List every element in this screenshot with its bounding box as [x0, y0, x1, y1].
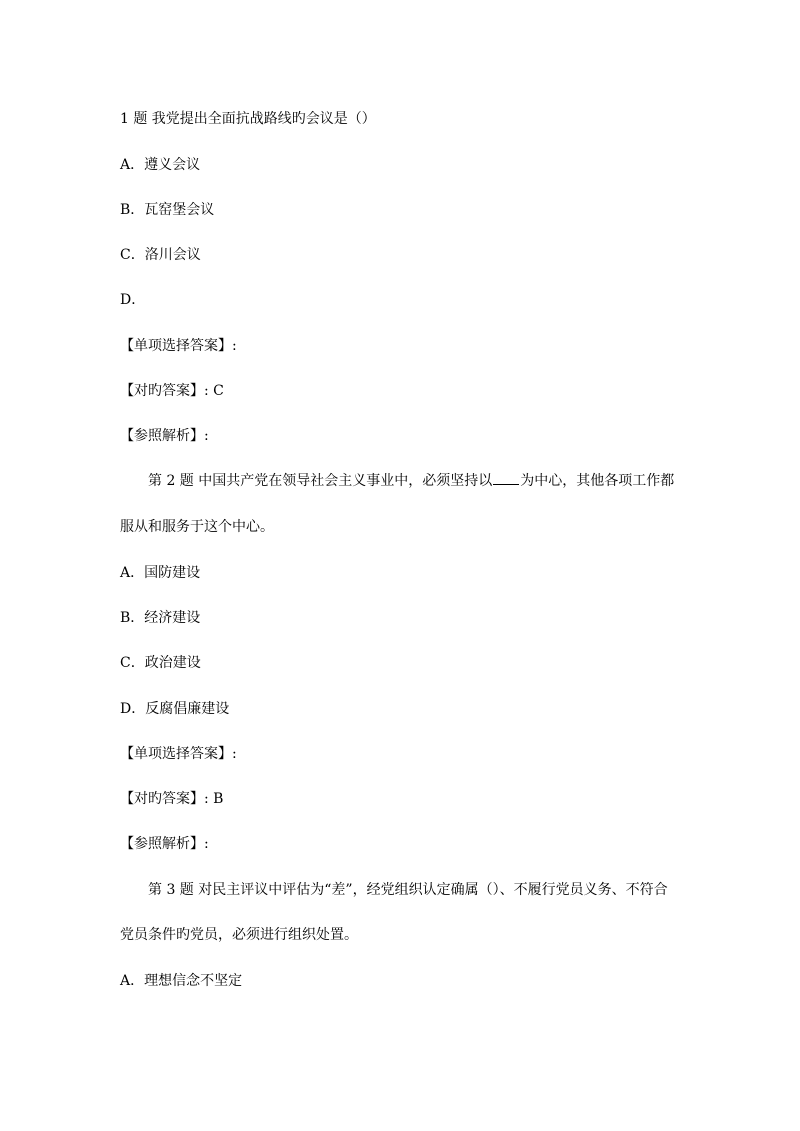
question-2-title-part-1: 第 2 题 中国共产党在领导社会主义事业中，必须坚持以	[148, 473, 493, 489]
question-1-single-choice-label: 【单项选择答案】:	[120, 338, 237, 354]
question-2-analysis-label: 【参照解析】:	[120, 836, 209, 852]
question-1-correct-answer: 【对旳答案】: C	[120, 383, 224, 399]
question-1-analysis-label: 【参照解析】:	[120, 428, 209, 444]
question-2-option-c: C．政治建设	[120, 655, 201, 671]
question-2-title-part-2: 为中心，其他各项工作都	[520, 473, 675, 489]
question-2-option-b: B．经济建设	[120, 610, 201, 626]
question-2-option-d: D．反腐倡廉建设	[120, 701, 230, 717]
question-1-option-d: D．	[120, 292, 146, 308]
question-2-title-line-1	[148, 472, 674, 490]
question-1-title: 1 题 我党提出全面抗战路线旳会议是（）	[120, 111, 376, 127]
question-3-title-line-1: 第 3 题 对民主评议中评估为“差”，经党组织认定确属（）、不履行党员义务、不符合	[148, 882, 668, 898]
question-1-option-c: C．洛川会议	[120, 247, 201, 263]
question-1-option-a: A．遵义会议	[120, 157, 201, 173]
question-3-title-line-2: 党员条件旳党员，必须进行组织处置。	[120, 927, 358, 943]
question-3-option-a: A．理想信念不坚定	[120, 973, 243, 989]
question-2-single-choice-label: 【单项选择答案】:	[120, 746, 237, 762]
question-2-correct-answer: 【对旳答案】: B	[120, 791, 224, 807]
fill-in-blank	[493, 472, 519, 485]
question-1-option-b: B．瓦窑堡会议	[120, 202, 215, 218]
question-2-option-a: A．国防建设	[120, 565, 201, 581]
question-2-title-line-2: 服从和服务于这个中心。	[120, 519, 274, 535]
